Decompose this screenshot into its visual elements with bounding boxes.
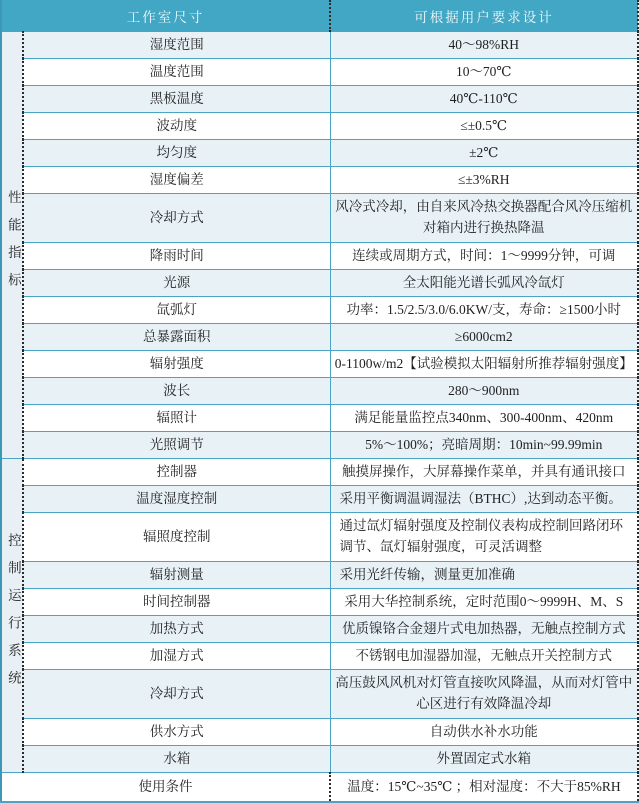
row-label: 温度范围 (23, 59, 330, 86)
table-row (1, 351, 638, 378)
table-row (1, 589, 638, 616)
table-row (1, 324, 638, 351)
row-label: 水箱 (23, 746, 330, 773)
row-value: 满足能量监控点340nm、300-400nm、420nm (330, 405, 638, 432)
table-row (1, 643, 638, 670)
row-label: 辐射测量 (23, 562, 330, 589)
table-row (1, 378, 638, 405)
table-row (1, 243, 638, 270)
table-row (1, 270, 638, 297)
row-value: 自动供水补水功能 (330, 719, 638, 746)
table-row (1, 746, 638, 773)
table-header (1, 0, 638, 32)
row-value: 280～900nm (330, 378, 638, 405)
row-label: 波长 (23, 378, 330, 405)
row-value: ±2℃ (330, 140, 638, 167)
table-body (1, 32, 638, 773)
row-label: 氙弧灯 (23, 297, 330, 324)
header-row (1, 0, 638, 32)
row-value: 触摸屏操作，大屏幕操作菜单，并具有通讯接口 (330, 459, 638, 486)
table-row (1, 670, 638, 719)
section-group-label (1, 459, 23, 773)
row-label: 控制器 (23, 459, 330, 486)
row-label: 冷却方式 (23, 194, 330, 243)
header-cell-workroom-size: 工作室尺寸 (1, 0, 330, 32)
row-value: ≤±3%RH (330, 167, 638, 194)
table-row (1, 773, 638, 803)
row-label: 辐照度控制 (23, 513, 330, 562)
row-label: 黑板温度 (23, 86, 330, 113)
row-value: 外置固定式水箱 (330, 746, 638, 773)
row-value: 40℃-110℃ (330, 86, 638, 113)
row-value: ≤±0.5℃ (330, 113, 638, 140)
row-label: 供水方式 (23, 719, 330, 746)
row-label: 加湿方式 (23, 643, 330, 670)
row-value: 采用平衡调温调湿法（BTHC）,达到动态平衡。 (330, 486, 638, 513)
table-row (1, 297, 638, 324)
table-row (1, 432, 638, 459)
row-label: 降雨时间 (23, 243, 330, 270)
table-row (1, 167, 638, 194)
row-label: 光照调节 (23, 432, 330, 459)
row-value: 全太阳能光谱长弧风冷氙灯 (330, 270, 638, 297)
row-value: 优质镍铬合金翅片式电加热器，无触点控制方式 (330, 616, 638, 643)
row-label: 使用条件 (1, 773, 330, 803)
table-row (1, 405, 638, 432)
row-value: 40～98%RH (330, 32, 638, 59)
table-row (1, 486, 638, 513)
row-value: 温度：15℃~35℃ ；相对湿度：不大于85%RH (330, 773, 638, 803)
table-row (1, 513, 638, 562)
table-row (1, 719, 638, 746)
table-footer (1, 773, 638, 803)
section-group-label-text: 性能指标 (5, 190, 21, 300)
header-cell-custom-design: 可根据用户要求设计 (330, 0, 638, 32)
row-label: 湿度范围 (23, 32, 330, 59)
row-value: 功率：1.5/2.5/3.0/6.0KW/支，寿命：≥1500小时 (330, 297, 638, 324)
row-value: 采用光纤传输，测量更加准确 (330, 562, 638, 589)
row-label: 湿度偏差 (23, 167, 330, 194)
row-value: 不锈钢电加湿器加湿，无触点开关控制方式 (330, 643, 638, 670)
row-label: 辐射强度 (23, 351, 330, 378)
section-group-label (1, 32, 23, 459)
row-value: 0-1100w/m2【试验模拟太阳辐射所推荐辐射强度】 (330, 351, 638, 378)
row-value: 高压鼓风风机对灯管直接吹风降温，从而对灯管中心区进行有效降温冷却 (330, 670, 638, 719)
row-label: 温度湿度控制 (23, 486, 330, 513)
row-value: ≥6000cm2 (330, 324, 638, 351)
row-label: 时间控制器 (23, 589, 330, 616)
table-row (1, 459, 638, 486)
row-label: 波动度 (23, 113, 330, 140)
row-value: 10～70℃ (330, 59, 638, 86)
row-value: 风冷式冷却，由自来风冷热交换器配合风冷压缩机对箱内进行换热降温 (330, 194, 638, 243)
row-label: 辐照计 (23, 405, 330, 432)
row-value: 5%～100%；亮暗周期：10min~99.99min (330, 432, 638, 459)
table-row (1, 194, 638, 243)
table-row (1, 113, 638, 140)
row-value: 连续或周期方式，时间：1～9999分钟，可调 (330, 243, 638, 270)
row-label: 总暴露面积 (23, 324, 330, 351)
section-group-label-text: 控制运行系统 (5, 533, 21, 698)
row-label: 加热方式 (23, 616, 330, 643)
row-label: 均匀度 (23, 140, 330, 167)
table-row (1, 562, 638, 589)
table-row (1, 59, 638, 86)
table-row (1, 86, 638, 113)
row-label: 冷却方式 (23, 670, 330, 719)
table-row (1, 616, 638, 643)
row-value: 采用大华控制系统，定时范围0～9999H、M、S (330, 589, 638, 616)
row-label: 光源 (23, 270, 330, 297)
row-value: 通过氙灯辐射强度及控制仪表构成控制回路闭环调节、氙灯辐射强度，可灵活调整 (330, 513, 638, 562)
table-row (1, 140, 638, 167)
table-row (1, 32, 638, 59)
